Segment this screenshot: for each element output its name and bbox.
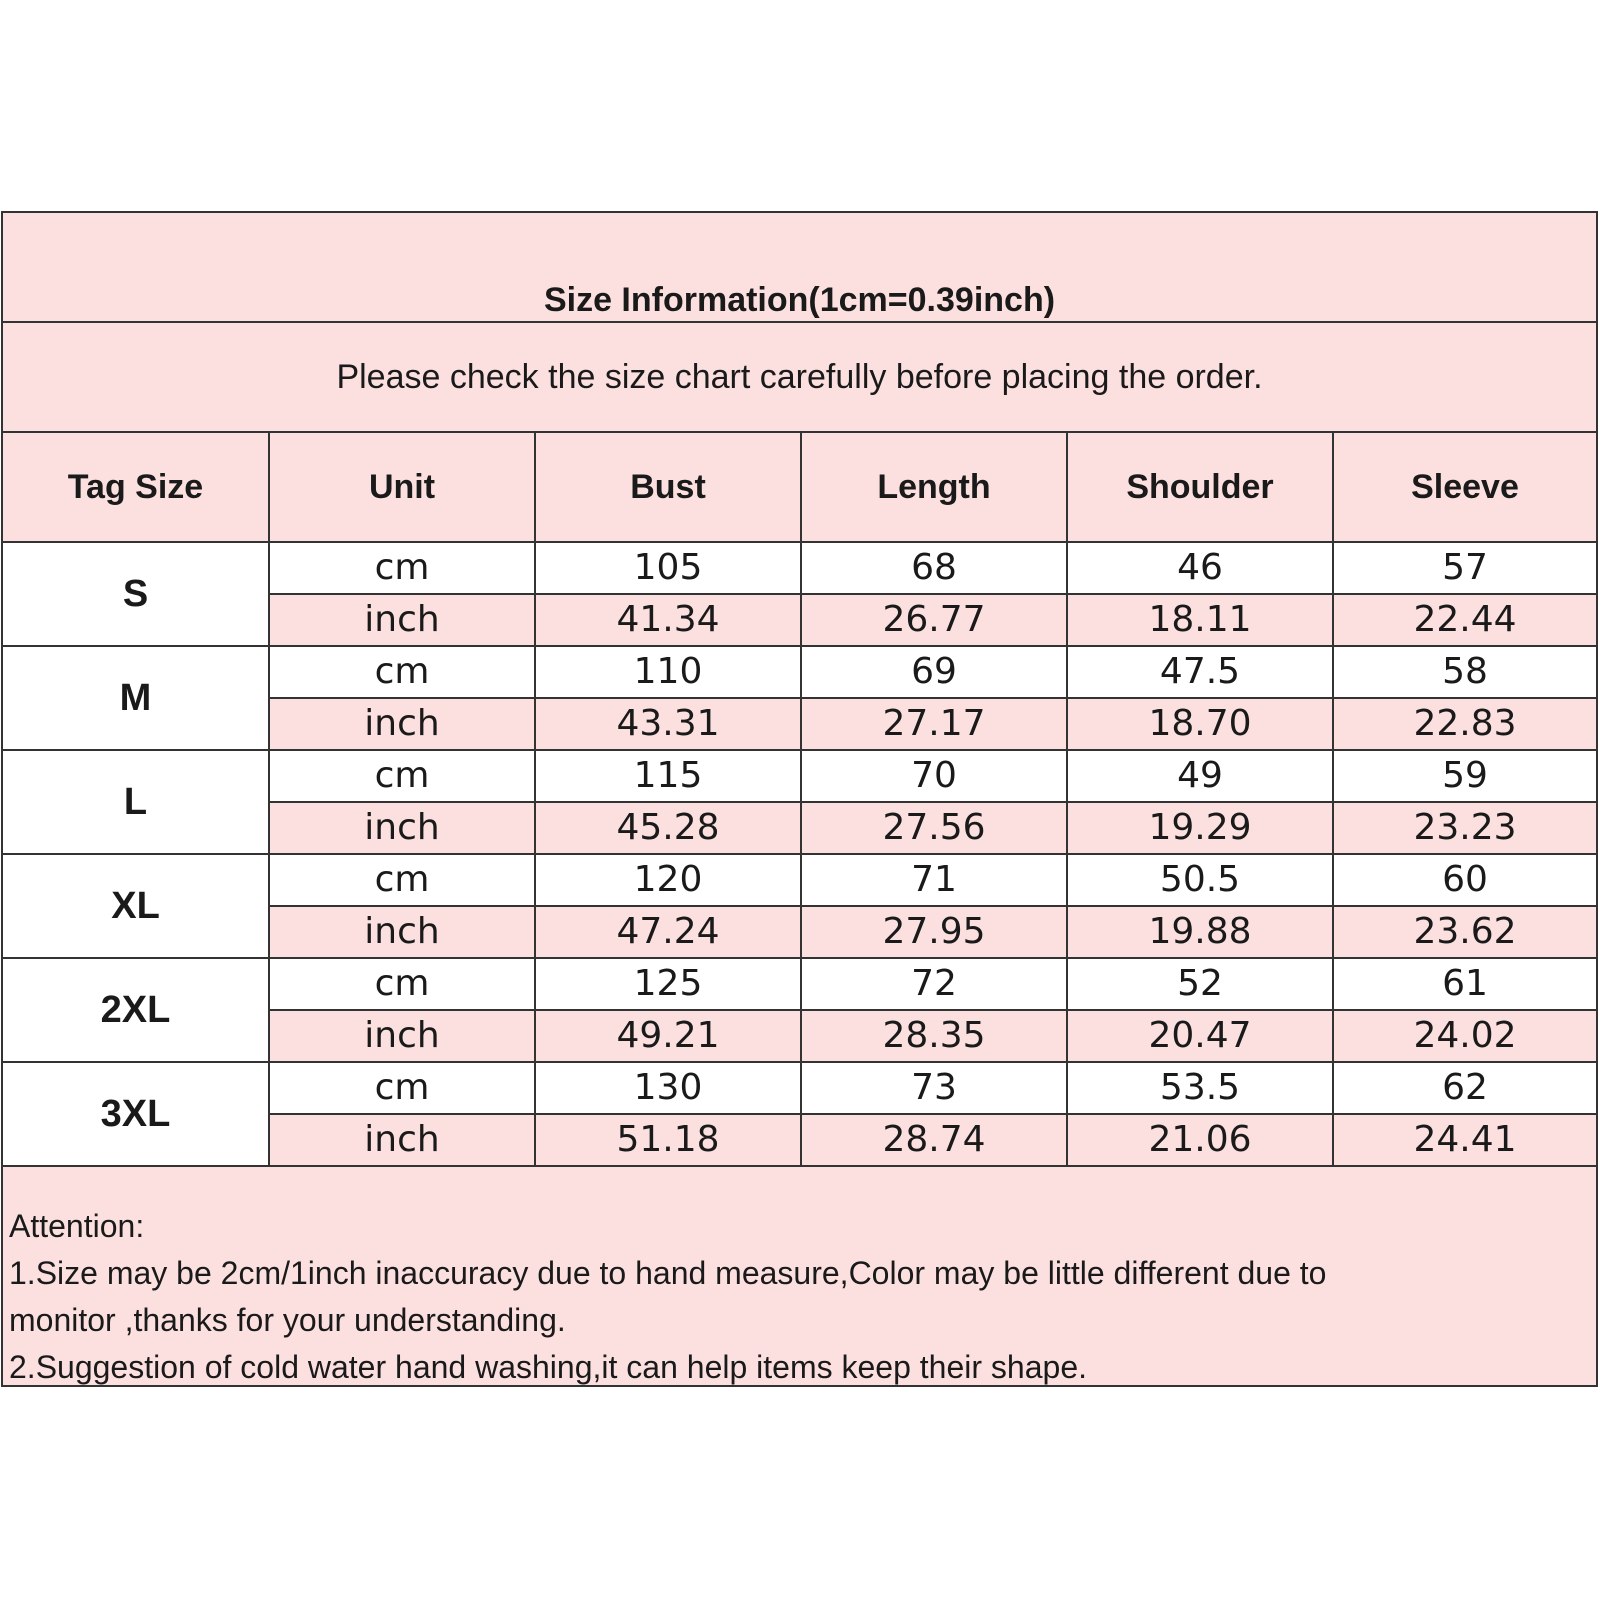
bust-cell: 105 [535,542,801,594]
bust-cell: 43.31 [535,698,801,750]
header-length: Length [801,433,1067,542]
unit-cell: cm [269,854,535,906]
unit-cell: inch [269,906,535,958]
shoulder-cell: 20.47 [1067,1010,1333,1062]
tag-size-cell: XL [3,854,269,958]
notice-text: Please check the size chart carefully before placing the order. [336,357,1263,396]
shoulder-cell: 18.11 [1067,594,1333,646]
tag-size-cell: 3XL [3,1062,269,1166]
length-cell: 27.95 [801,906,1067,958]
bust-cell: 47.24 [535,906,801,958]
unit-cell: inch [269,594,535,646]
length-cell: 73 [801,1062,1067,1114]
shoulder-cell: 19.29 [1067,802,1333,854]
length-cell: 72 [801,958,1067,1010]
length-cell: 68 [801,542,1067,594]
header-shoulder: Shoulder [1067,433,1333,542]
sleeve-cell: 62 [1333,1062,1596,1114]
chart-title: Size Information(1cm=0.39inch) [543,281,1056,319]
table-row [3,646,1596,698]
shoulder-cell: 49 [1067,750,1333,802]
header-bust: Bust [535,433,801,542]
shoulder-cell: 21.06 [1067,1114,1333,1166]
sleeve-cell: 58 [1333,646,1596,698]
sleeve-cell: 22.44 [1333,594,1596,646]
sleeve-cell: 59 [1333,750,1596,802]
bust-cell: 110 [535,646,801,698]
bust-cell: 41.34 [535,594,801,646]
length-cell: 27.56 [801,802,1067,854]
tag-size-cell: 2XL [3,958,269,1062]
unit-cell: cm [269,958,535,1010]
tag-size-cell: M [3,646,269,750]
attention-notes [3,1165,1596,1383]
unit-cell: cm [269,646,535,698]
tag-size-cell: L [3,750,269,854]
length-cell: 69 [801,646,1067,698]
sleeve-cell: 61 [1333,958,1596,1010]
sleeve-cell: 24.41 [1333,1114,1596,1166]
sleeve-cell: 24.02 [1333,1010,1596,1062]
bust-cell: 51.18 [535,1114,801,1166]
unit-cell: cm [269,750,535,802]
header-row [3,433,1596,542]
length-cell: 28.74 [801,1114,1067,1166]
table-row [3,1062,1596,1114]
length-cell: 71 [801,854,1067,906]
bust-cell: 120 [535,854,801,906]
shoulder-cell: 52 [1067,958,1333,1010]
unit-cell: inch [269,802,535,854]
shoulder-cell: 50.5 [1067,854,1333,906]
attention-line: 1.Size may be 2cm/1inch inaccuracy due to hand measure,Color may be little different due to [9,1255,1327,1291]
notice-row [3,323,1596,433]
header-unit: Unit [269,433,535,542]
bust-cell: 115 [535,750,801,802]
header-sleeve: Sleeve [1333,433,1596,542]
attention-line: monitor ,thanks for your understanding. [9,1302,566,1338]
length-cell: 28.35 [801,1010,1067,1062]
attention-line: 2.Suggestion of cold water hand washing,it can help items keep their shape. [9,1349,1087,1385]
bust-cell: 130 [535,1062,801,1114]
tag-size-cell: S [3,542,269,646]
bust-cell: 125 [535,958,801,1010]
unit-cell: inch [269,1114,535,1166]
sleeve-cell: 23.62 [1333,906,1596,958]
shoulder-cell: 46 [1067,542,1333,594]
length-cell: 27.17 [801,698,1067,750]
sleeve-cell: 60 [1333,854,1596,906]
table-row [3,750,1596,802]
shoulder-cell: 47.5 [1067,646,1333,698]
title-row [3,213,1596,323]
table-row [3,854,1596,906]
bust-cell: 45.28 [535,802,801,854]
shoulder-cell: 19.88 [1067,906,1333,958]
sleeve-cell: 23.23 [1333,802,1596,854]
attention-heading: Attention: [9,1208,145,1244]
unit-cell: cm [269,1062,535,1114]
sleeve-cell: 57 [1333,542,1596,594]
length-cell: 26.77 [801,594,1067,646]
size-table-body [3,542,1596,1166]
table-row [3,958,1596,1010]
header-tag-size: Tag Size [3,433,269,542]
length-cell: 70 [801,750,1067,802]
unit-cell: cm [269,542,535,594]
size-chart-sheet [1,211,1598,1387]
size-table [3,433,1596,1167]
shoulder-cell: 53.5 [1067,1062,1333,1114]
sleeve-cell: 22.83 [1333,698,1596,750]
bust-cell: 49.21 [535,1010,801,1062]
shoulder-cell: 18.70 [1067,698,1333,750]
table-row [3,542,1596,594]
unit-cell: inch [269,1010,535,1062]
unit-cell: inch [269,698,535,750]
